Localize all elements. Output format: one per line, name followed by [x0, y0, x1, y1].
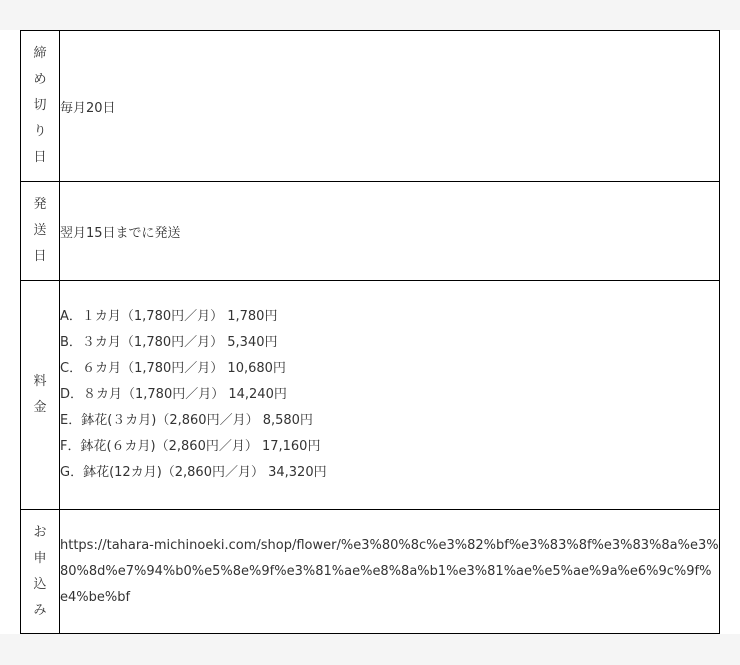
price-item: E．鉢花(３カ月)（2,860円／月） 8,580円 [60, 413, 313, 428]
price-item: B．３カ月（1,780円／月） 5,340円 [60, 335, 278, 350]
apply-label [21, 520, 59, 624]
deadline-label-cell [21, 31, 60, 182]
price-value [60, 281, 720, 510]
label-char: 申 [33, 550, 47, 566]
label-char: 発 [33, 197, 47, 212]
price-label [21, 369, 59, 421]
apply-row [21, 510, 720, 634]
label-char: 料 [33, 374, 47, 389]
price-item: F．鉢花(６カ月)（2,860円／月） 17,160円 [60, 439, 321, 454]
apply-url[interactable]: https://tahara-michinoeki.com/shop/flower/%e3%80%8c%e3%82%bf%e3%83%8f%e3%83%8a%e3%80%8d%e7%94%b0%e5%8e%9f%e3%81%ae%e8%8a%b1%e3%81%ae%e5%ae%9a%e6%9c%9f%e4%be%bf [60, 537, 719, 605]
price-row [21, 281, 720, 510]
deadline-row [21, 31, 720, 182]
info-table [20, 30, 720, 634]
shipping-value: 翌月15日までに発送 [60, 182, 720, 281]
price-item: G．鉢花(12カ月)（2,860円／月） 34,320円 [60, 465, 327, 480]
label-char: 日 [33, 150, 47, 165]
price-item: A．１カ月（1,780円／月） 1,780円 [60, 309, 278, 324]
deadline-value: 毎月20日 [60, 31, 720, 182]
deadline-label [21, 41, 59, 171]
label-char: 日 [33, 249, 47, 264]
label-char: め [33, 72, 47, 87]
price-label-cell [21, 281, 60, 510]
price-list [60, 304, 719, 486]
shipping-row [21, 182, 720, 281]
label-char: お [33, 524, 47, 540]
shipping-label-cell [21, 182, 60, 281]
label-char: 切 [33, 98, 47, 113]
label-char: り [33, 124, 47, 139]
apply-value [60, 510, 720, 634]
price-item: C．６カ月（1,780円／月） 10,680円 [60, 361, 286, 376]
page-content [0, 30, 740, 634]
price-item: D．８カ月（1,780円／月） 14,240円 [60, 387, 287, 402]
apply-label-cell [21, 510, 60, 634]
label-char: 締 [33, 46, 47, 61]
shipping-label [21, 192, 59, 270]
label-char: 金 [33, 400, 47, 415]
label-char: 込 [33, 576, 47, 592]
label-char: 送 [33, 223, 47, 238]
label-char: み [33, 602, 47, 618]
